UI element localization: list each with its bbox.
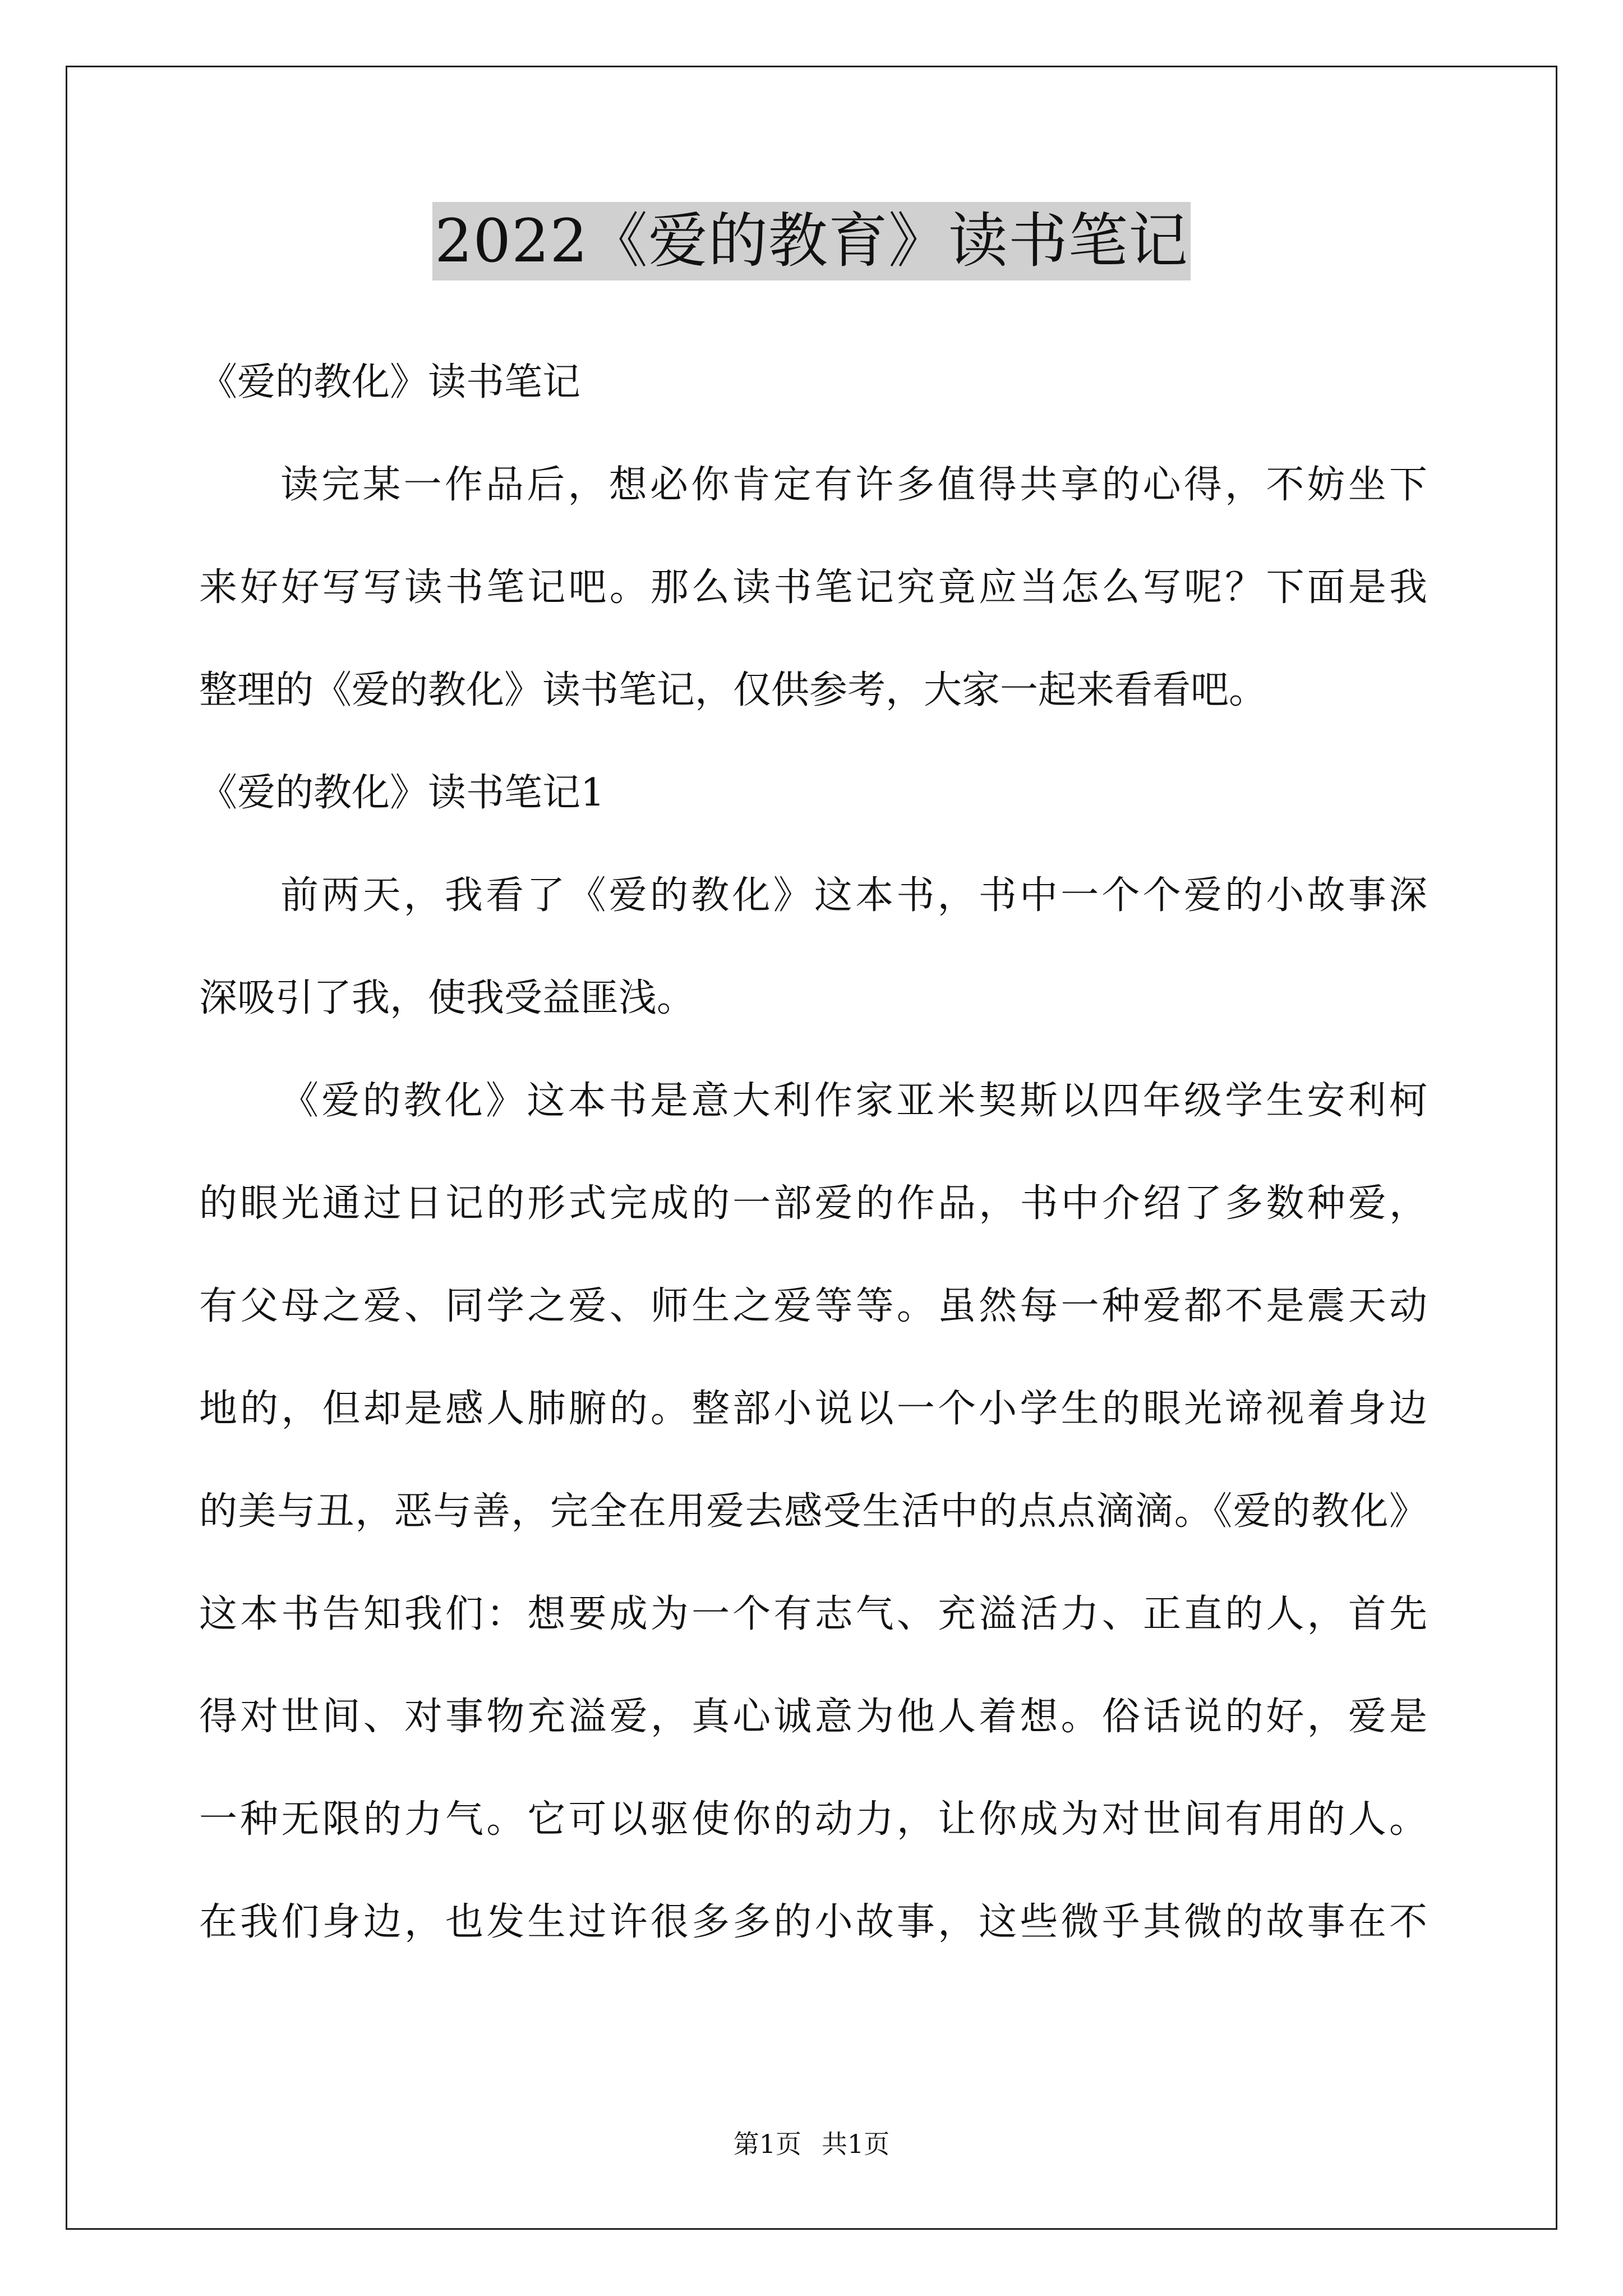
paragraph-line: 来好好写写读书笔记吧。那么读书笔记究竟应当怎么写呢？下面是我 — [199, 565, 1427, 610]
title-container — [0, 202, 1623, 280]
paragraph-line: 深吸引了我，使我受益匪浅。 — [199, 976, 695, 1020]
paragraph-line: 有父母之爱、同学之爱、师生之爱等等。虽然每一种爱都不是震天动 — [199, 1284, 1427, 1328]
section-heading: 《爱的教化》读书笔记 — [199, 360, 581, 404]
paragraph-line: 一种无限的力气。它可以驱使你的动力，让你成为对世间有用的人。 — [199, 1797, 1427, 1842]
document-title: 2022《爱的教育》读书笔记 — [432, 202, 1191, 280]
paragraph-line: 读完某一作品后，想必你肯定有许多值得共享的心得，不妨坐下 — [280, 463, 1427, 507]
paragraph-line: 前两天，我看了《爱的教化》这本书，书中一个个爱的小故事深 — [280, 873, 1427, 918]
paragraph-line: 在我们身边，也发生过许很多多的小故事，这些微乎其微的故事在不 — [199, 1900, 1427, 1944]
section-heading: 《爱的教化》读书笔记1 — [199, 771, 605, 815]
paragraph-line: 整理的《爱的教化》读书笔记，仅供参考，大家一起来看看吧。 — [199, 668, 1267, 712]
paragraph-line: 的美与丑，恶与善，完全在用爱去感受生活中的点点滴滴。《爱的教化》 — [199, 1489, 1427, 1534]
paragraph-line: 《爱的教化》这本书是意大利作家亚米契斯以四年级学生安利柯 — [280, 1079, 1427, 1123]
document-body — [199, 331, 1427, 1973]
paragraph-line: 的眼光通过日记的形式完成的一部爱的作品，书中介绍了多数种爱， — [199, 1181, 1427, 1226]
page-total: 共1页 — [822, 2129, 890, 2159]
paragraph-line: 得对世间、对事物充溢爱，真心诚意为他人着想。俗话说的好，爱是 — [199, 1695, 1427, 1739]
paragraph-line: 地的，但却是感人肺腑的。整部小说以一个小学生的眼光谛视着身边 — [199, 1387, 1427, 1431]
paragraph-line: 这本书告知我们：想要成为一个有志气、充溢活力、正直的人，首先 — [199, 1592, 1427, 1636]
page-number: 第1页 — [733, 2129, 801, 2159]
page-footer — [0, 2127, 1623, 2161]
